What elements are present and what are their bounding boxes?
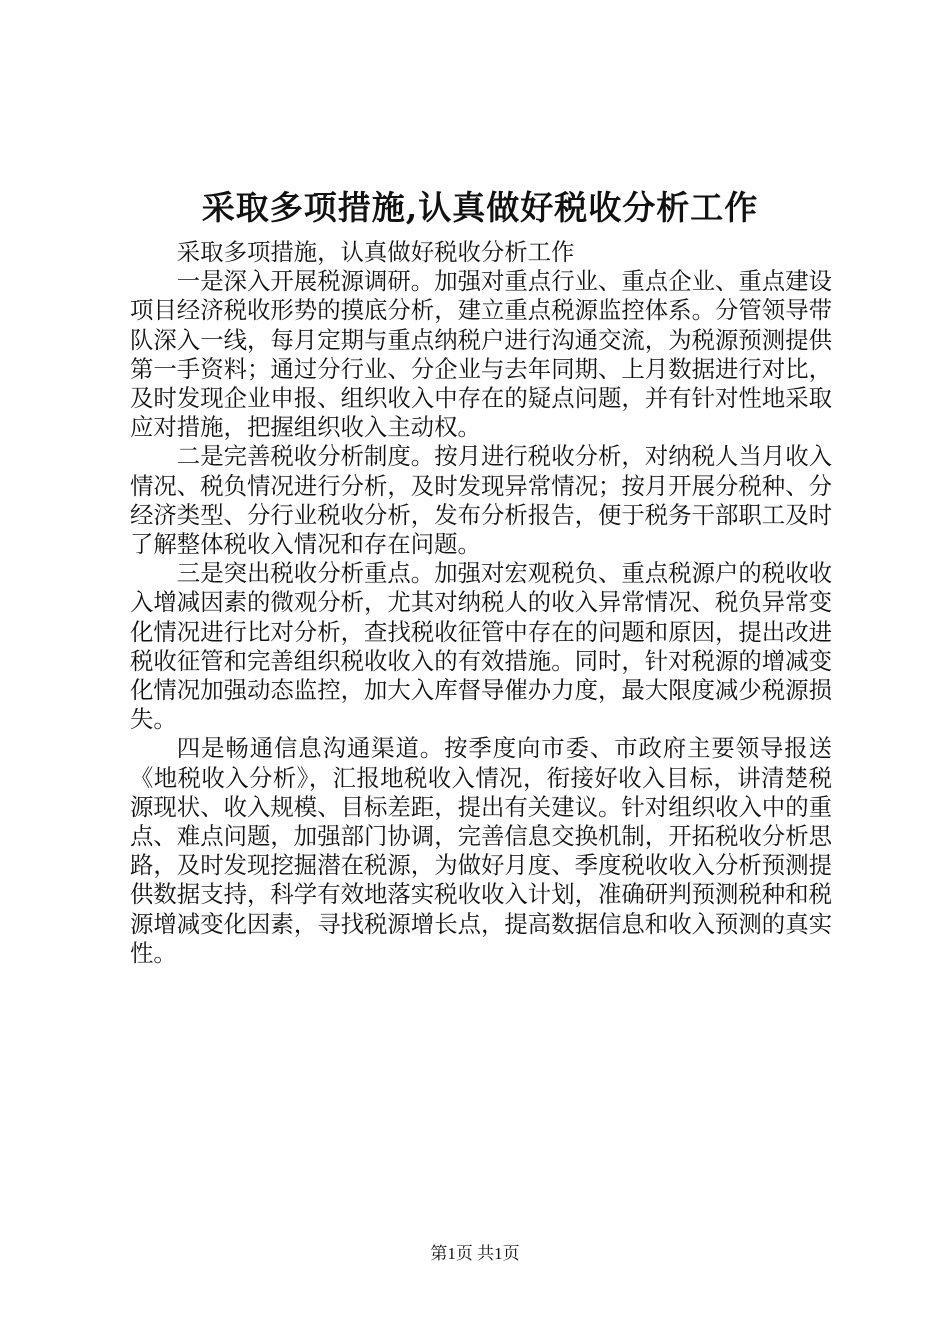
page-number-footer: 第1页 共1页 — [430, 1244, 520, 1263]
paragraph-3: 三是突出税收分析重点。加强对宏观税负、重点税源户的税收收入增减因素的微观分析，尤其对纳税人的收入异常情况、税负异常变化情况进行比对分析，查找税收征管中存在的问题和原因，提出改进税收征管和完善组织税收收入的有效措施。同时，针对税源的增减变化情况加强动态监控，加大入库督导催办力度，最大限度减少税源损失。 — [130, 559, 832, 734]
paragraph-1: 一是深入开展税源调研。加强对重点行业、重点企业、重点建设项目经济税收形势的摸底分析，建立重点税源监控体系。分管领导带队深入一线，每月定期与重点纳税户进行沟通交流，为税源预测提供第一手资料；通过分行业、分企业与去年同期、上月数据进行对比，及时发现企业申报、组织收入中存在的疑点问题，并有针对性地采取应对措施，把握组织收入主动权。 — [130, 267, 832, 442]
document-title: 采取多项措施,认真做好税收分析工作 — [201, 188, 759, 227]
document-body — [130, 238, 832, 968]
paragraph-2: 二是完善税收分析制度。按月进行税收分析，对纳税人当月收入情况、税负情况进行分析，及时发现异常情况；按月开展分税种、分经济类型、分行业税收分析，发布分析报告，便于税务干部职工及时了解整体税收入情况和存在问题。 — [130, 442, 832, 559]
paragraph-heading-repeat: 采取多项措施，认真做好税收分析工作 — [176, 238, 575, 266]
paragraph-4: 四是畅通信息沟通渠道。按季度向市委、市政府主要领导报送《地税收入分析》，汇报地税收入情况，衔接好收入目标，讲清楚税源现状、收入规模、目标差距，提出有关建议。针对组织收入中的重点、难点问题，加强部门协调，完善信息交换机制，开拓税收分析思路，及时发现挖掘潜在税源，为做好月度、季度税收收入分析预测提供数据支持，科学有效地落实税收收入计划，准确研判预测税种和税源增减变化因素，寻找税源增长点，提高数据信息和收入预测的真实性。 — [130, 734, 832, 967]
